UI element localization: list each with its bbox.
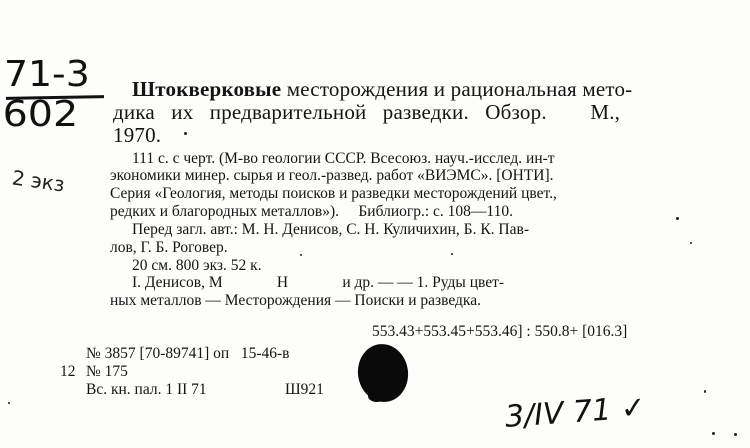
title-line-1-rest: месторождения и рациональная мето- bbox=[286, 77, 633, 101]
classification-index: 553.43+553.45+553.46] : 550.8+ [016.3] bbox=[372, 323, 628, 340]
scan-speck bbox=[704, 390, 706, 393]
body-line-4: редких и благородных металлов»). Библиогр.: с. 108—110. bbox=[110, 203, 513, 220]
scan-speck bbox=[8, 402, 10, 404]
handwritten-note: 3/IV 71 ✓ bbox=[503, 390, 647, 435]
ink-blot-tail bbox=[368, 390, 386, 402]
registry-code: Ш921 bbox=[285, 381, 324, 398]
shelfmark-bottom: 602 bbox=[2, 94, 79, 135]
scan-speck bbox=[690, 242, 692, 244]
shelfmark-copies: 2 экз bbox=[10, 165, 67, 197]
scan-speck bbox=[712, 432, 715, 435]
body-line-5: Перед загл. авт.: М. Н. Денисов, С. Н. Куличихин, Б. К. Пав- bbox=[132, 221, 529, 238]
body-line-3: Серия «Геология, методы поисков и разведки месторождений цвет., bbox=[110, 185, 557, 202]
registry-line-3: Вс. кн. пал. 1 II 71 bbox=[86, 381, 207, 398]
body-line-7: 20 см. 800 экз. 52 к. bbox=[132, 257, 262, 274]
scan-speck bbox=[300, 254, 302, 256]
body-line-8: I. Денисов, М Н и др. — — 1. Руды цвет- bbox=[132, 274, 505, 291]
scan-speck bbox=[184, 132, 187, 135]
title-line-2: дика их предварительной разведки. Обзор. М., bbox=[113, 100, 621, 124]
body-line-2: экономики минер. сырья и геол.-развед. работ «ВИЭМС». [ОНТИ]. bbox=[110, 167, 554, 184]
title-lead-word: Штокверковые bbox=[132, 77, 282, 101]
scan-speck bbox=[734, 433, 737, 436]
registry-prefix: 12 bbox=[60, 363, 76, 380]
scan-speck bbox=[676, 217, 679, 220]
body-line-6: лов, Г. Б. Роговер. bbox=[110, 239, 228, 256]
title-line-1 bbox=[132, 77, 632, 101]
scan-speck bbox=[451, 253, 453, 255]
registry-line-2: № 175 bbox=[86, 363, 128, 380]
registry-line-1: № 3857 [70-89741] оп 15-46-в bbox=[86, 345, 290, 362]
body-line-9: ных металлов — Месторождения — Поиски и разведка. bbox=[110, 292, 481, 309]
title-line-3: 1970. bbox=[113, 123, 162, 147]
body-line-1: 111 с. с черт. (М-во геологии СССР. Всесоюз. науч.-исслед. ин-т bbox=[132, 150, 555, 167]
shelfmark-top: 71-3 bbox=[3, 54, 90, 95]
